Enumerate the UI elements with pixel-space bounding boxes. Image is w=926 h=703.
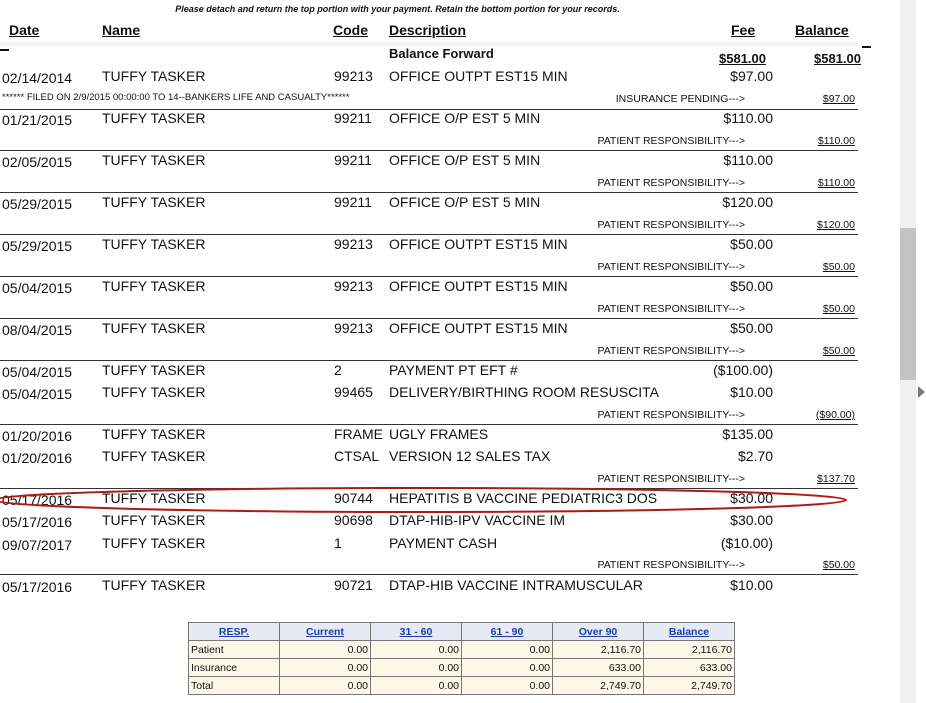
col-header-description[interactable]: Description [389,22,467,38]
sub-line-amount: $97.00 [822,93,855,105]
row-code: FRAME [334,426,383,442]
sub-line-label: PATIENT RESPONSIBILITY---> [597,219,745,231]
row-description: PAYMENT CASH [389,535,498,551]
summary-cell: 0.00 [280,659,371,677]
summary-cell: 633.00 [644,659,735,677]
summary-cell: Insurance [189,659,280,677]
row-name: TUFFY TASKER [102,426,206,442]
sub-line-label: PATIENT RESPONSIBILITY---> [597,261,745,273]
row-description: HEPATITIS B VACCINE PEDIATRIC3 DOS [389,490,658,506]
sub-line-amount: $50.00 [822,345,855,357]
row-date: 05/04/2015 [2,280,73,296]
summary-cell: 0.00 [371,659,462,677]
summary-cell: Patient [189,641,280,659]
row-code: 99211 [334,194,372,210]
row-fee: $10.00 [730,384,773,400]
row-fee: $135.00 [722,426,773,442]
row-date: 02/05/2015 [2,154,73,170]
col-header-code[interactable]: Code [333,22,368,38]
row-date: 05/04/2015 [2,364,73,380]
row-fee: $120.00 [722,194,773,210]
sub-line-label: PATIENT RESPONSIBILITY---> [597,135,745,147]
row-description: DTAP-HIB-IPV VACCINE IM [389,512,566,528]
summary-cell: 0.00 [462,641,553,659]
summary-header-balance: Balance [644,623,735,641]
row-name: TUFFY TASKER [102,535,206,551]
row-description: OFFICE O/P EST 5 MIN [389,152,541,168]
row-date: 01/20/2016 [2,450,73,466]
highlight-oval-shape [0,488,846,512]
row-name: TUFFY TASKER [102,577,206,593]
row-fee: $110.00 [723,110,773,126]
summary-row-patient [189,641,735,659]
row-date: 05/29/2015 [2,238,73,254]
summary-header-resp: RESP. [189,623,280,641]
row-code: 99213 [334,236,373,252]
row-name: TUFFY TASKER [102,490,206,506]
summary-header-over-90: Over 90 [553,623,644,641]
sub-line-amount: $137.70 [817,473,855,485]
summary-cell: 0.00 [371,677,462,695]
row-name: TUFFY TASKER [102,320,206,336]
summary-header-61-90: 61 - 90 [462,623,553,641]
summary-cell: 0.00 [280,677,371,695]
row-date: 02/14/2014 [2,70,73,86]
row-date: 05/29/2015 [2,196,73,212]
row-date: 05/04/2015 [2,386,73,402]
row-name: TUFFY TASKER [102,512,206,528]
row-description: PAYMENT PT EFT # [389,362,518,378]
row-date: 05/17/2016 [2,579,73,595]
sub-line-label: PATIENT RESPONSIBILITY---> [597,177,745,189]
summary-cell: 2,116.70 [553,641,644,659]
row-name: TUFFY TASKER [102,194,206,210]
row-description: OFFICE OUTPT EST15 MIN [389,236,568,252]
detach-notice: Please detach and return the top portion with your payment. Retain the bottom portion for your records. [175,4,620,14]
row-description: OFFICE OUTPT EST15 MIN [389,278,568,294]
row-description: DTAP-HIB VACCINE INTRAMUSCULAR [389,577,643,593]
sub-line-label: PATIENT RESPONSIBILITY---> [597,345,745,357]
row-fee: $50.00 [730,236,773,252]
row-code: 99465 [334,384,373,400]
summary-cell: 0.00 [462,677,553,695]
row-description: VERSION 12 SALES TAX [389,448,551,464]
row-name: TUFFY TASKER [102,68,206,84]
col-header-fee[interactable]: Fee [731,22,756,38]
row-code: 99213 [334,278,373,294]
sub-line-amount: $110.00 [817,135,855,147]
balance-forward-fee: $581.00 [719,51,766,66]
sub-line-label: PATIENT RESPONSIBILITY---> [597,303,745,315]
row-name: TUFFY TASKER [102,152,206,168]
row-code: 2 [334,362,342,378]
row-code: 90698 [334,512,373,528]
sub-line-amount: $120.00 [817,219,855,231]
col-header-name[interactable]: Name [102,22,141,38]
row-description: DELIVERY/BIRTHING ROOM RESUSCITA [389,384,659,400]
summary-row-insurance [189,659,735,677]
summary-cell: 633.00 [553,659,644,677]
row-date: 01/20/2016 [2,428,73,444]
sub-line-amount: $50.00 [822,559,855,571]
summary-header-row [189,623,735,641]
row-code: 1 [334,535,342,551]
row-fee: $2.70 [737,448,773,464]
row-code: 99211 [334,110,372,126]
row-date: 05/17/2016 [2,514,73,530]
summary-cell: 0.00 [280,641,371,659]
summary-cell: 2,749.70 [553,677,644,695]
vertical-scrollbar[interactable] [900,0,916,703]
col-header-balance[interactable]: Balance [795,22,849,38]
row-name: TUFFY TASKER [102,362,206,378]
expand-arrow-icon[interactable] [918,386,925,398]
summary-row-total [189,677,735,695]
row-description: OFFICE OUTPT EST15 MIN [389,320,568,336]
summary-cell: 2,749.70 [644,677,735,695]
balance-forward-balance: $581.00 [814,51,861,66]
claim-filed-note: ****** FILED ON 2/9/2015 00:00:00 TO 14--BANKERS LIFE AND CASUALTY****** [2,92,350,103]
sub-line-amount: $110.00 [817,177,855,189]
sub-line-label: INSURANCE PENDING---> [615,93,745,105]
row-fee: ($10.00) [720,535,773,551]
row-fee: $30.00 [730,490,773,506]
summary-header-31-60: 31 - 60 [371,623,462,641]
row-name: TUFFY TASKER [102,278,206,294]
sub-line-amount: $50.00 [822,261,855,273]
row-code: 99213 [334,320,373,336]
sub-line-label: PATIENT RESPONSIBILITY---> [597,559,745,571]
summary-cell: 2,116.70 [644,641,735,659]
row-date: 09/07/2017 [2,537,73,553]
summary-header-current: Current [280,623,371,641]
col-header-date[interactable]: Date [9,22,40,38]
row-description: UGLY FRAMES [389,426,489,442]
row-date: 08/04/2015 [2,322,73,338]
sub-line-amount: ($90.00) [815,409,855,421]
sub-line-label: PATIENT RESPONSIBILITY---> [597,473,745,485]
row-fee: $97.00 [730,68,773,84]
sub-line-label: PATIENT RESPONSIBILITY---> [597,409,745,421]
row-fee: $50.00 [730,320,773,336]
row-code: 90721 [334,577,373,593]
row-fee: $30.00 [730,512,773,528]
row-name: TUFFY TASKER [102,236,206,252]
summary-cell: 0.00 [371,641,462,659]
row-name: TUFFY TASKER [102,110,206,126]
row-fee: $110.00 [723,152,773,168]
row-description: OFFICE OUTPT EST15 MIN [389,68,568,84]
row-name: TUFFY TASKER [102,448,206,464]
row-fee: ($100.00) [713,362,773,378]
row-code: 90744 [334,490,373,506]
row-code: 99211 [334,152,372,168]
aging-summary-table [188,622,735,695]
row-date: 01/21/2015 [2,112,73,128]
scrollbar-thumb[interactable] [900,228,916,380]
row-code: CTSAL [334,448,380,464]
sub-line-amount: $50.00 [822,303,855,315]
row-code: 99213 [334,68,373,84]
row-date: 05/17/2016 [2,492,73,508]
row-fee: $50.00 [730,278,773,294]
row-fee: $10.00 [730,577,773,593]
row-description: OFFICE O/P EST 5 MIN [389,110,541,126]
summary-cell: Total [189,677,280,695]
balance-forward-label: Balance Forward [389,46,494,61]
row-description: OFFICE O/P EST 5 MIN [389,194,541,210]
summary-cell: 0.00 [462,659,553,677]
row-name: TUFFY TASKER [102,384,206,400]
